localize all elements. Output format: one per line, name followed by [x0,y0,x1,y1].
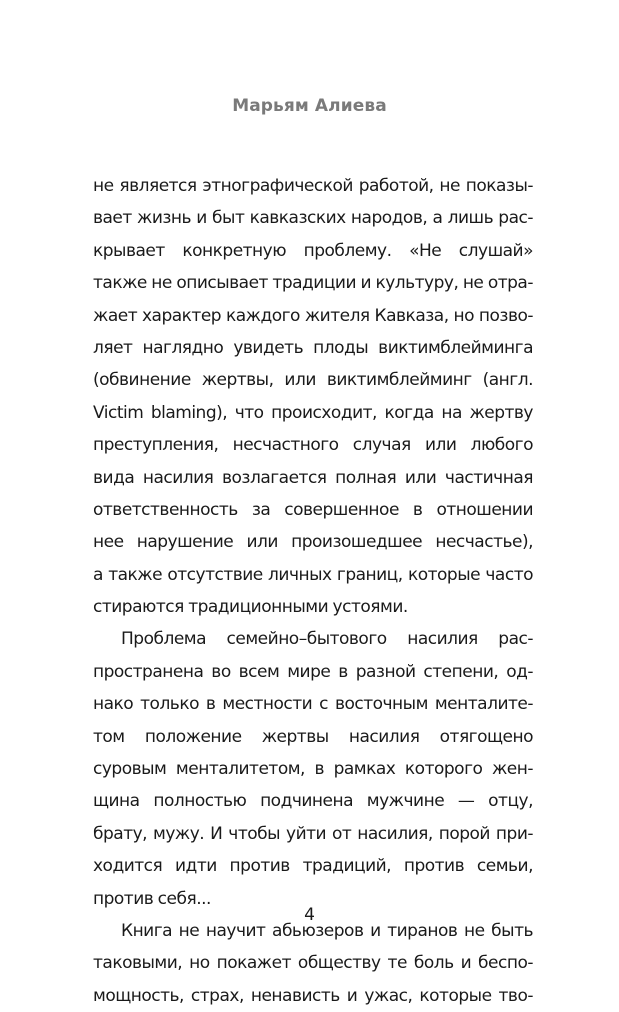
text-line: нако только в местности с восточным менталите- [93,694,533,715]
text-line: Victim blaming), что происходит, когда на жертву [93,402,533,423]
text-line: мощность, страх, ненависть и ужас, которые тво- [93,985,533,1006]
text-line: стираются традиционными устоями. [93,597,408,618]
page-number: 4 [304,905,315,925]
paragraph-first-line: Книга не научит абьюзеров и тиранов не быть [121,920,533,941]
text-line: щина полностью подчинена мужчине — отцу, [93,791,533,812]
text-line: ляет наглядно увидеть плоды виктимблейминга [93,337,533,358]
body-text [93,170,533,1012]
text-line: вида насилия возлагается полная или частичная [93,467,533,488]
text-line: таковыми, но покажет обществу те боль и беспо- [93,953,533,974]
text-line: против себя... [93,888,211,909]
text-line: пространена во всем мире в разной степени, од- [93,661,533,682]
text-line: не является этнографической работой, не показы- [93,176,533,196]
text-line: вает жизнь и быт кавказских народов, а лишь рас- [93,208,533,229]
text-line: преступления, несчастного случая или любого [93,435,533,456]
text-line: суровым менталитетом, в рамках которого жен- [93,759,533,780]
running-header-author: Марьям Алиева [232,96,387,116]
text-line: жает характер каждого жителя Кавказа, но позво- [93,305,533,326]
text-line: ходится идти против традиций, против семьи, [93,856,533,877]
text-line: крывает конкретную проблему. «Не слушай» [93,240,533,261]
text-line: ответственность за совершенное в отношении [93,499,533,520]
text-line: нее нарушение или произошедшее несчастье), [93,532,533,553]
text-line: брату, мужу. И чтобы уйти от насилия, порой при- [93,823,533,844]
text-line: том положение жертвы насилия отягощено [93,726,533,747]
paragraph-first-line: Проблема семейно–бытового насилия рас- [121,629,533,650]
text-line: (обвинение жертвы, или виктимблейминг (англ. [93,370,533,391]
text-line: также не описывает традиции и культуру, не отра- [93,273,533,294]
text-line: а также отсутствие личных границ, которые часто [93,564,533,585]
